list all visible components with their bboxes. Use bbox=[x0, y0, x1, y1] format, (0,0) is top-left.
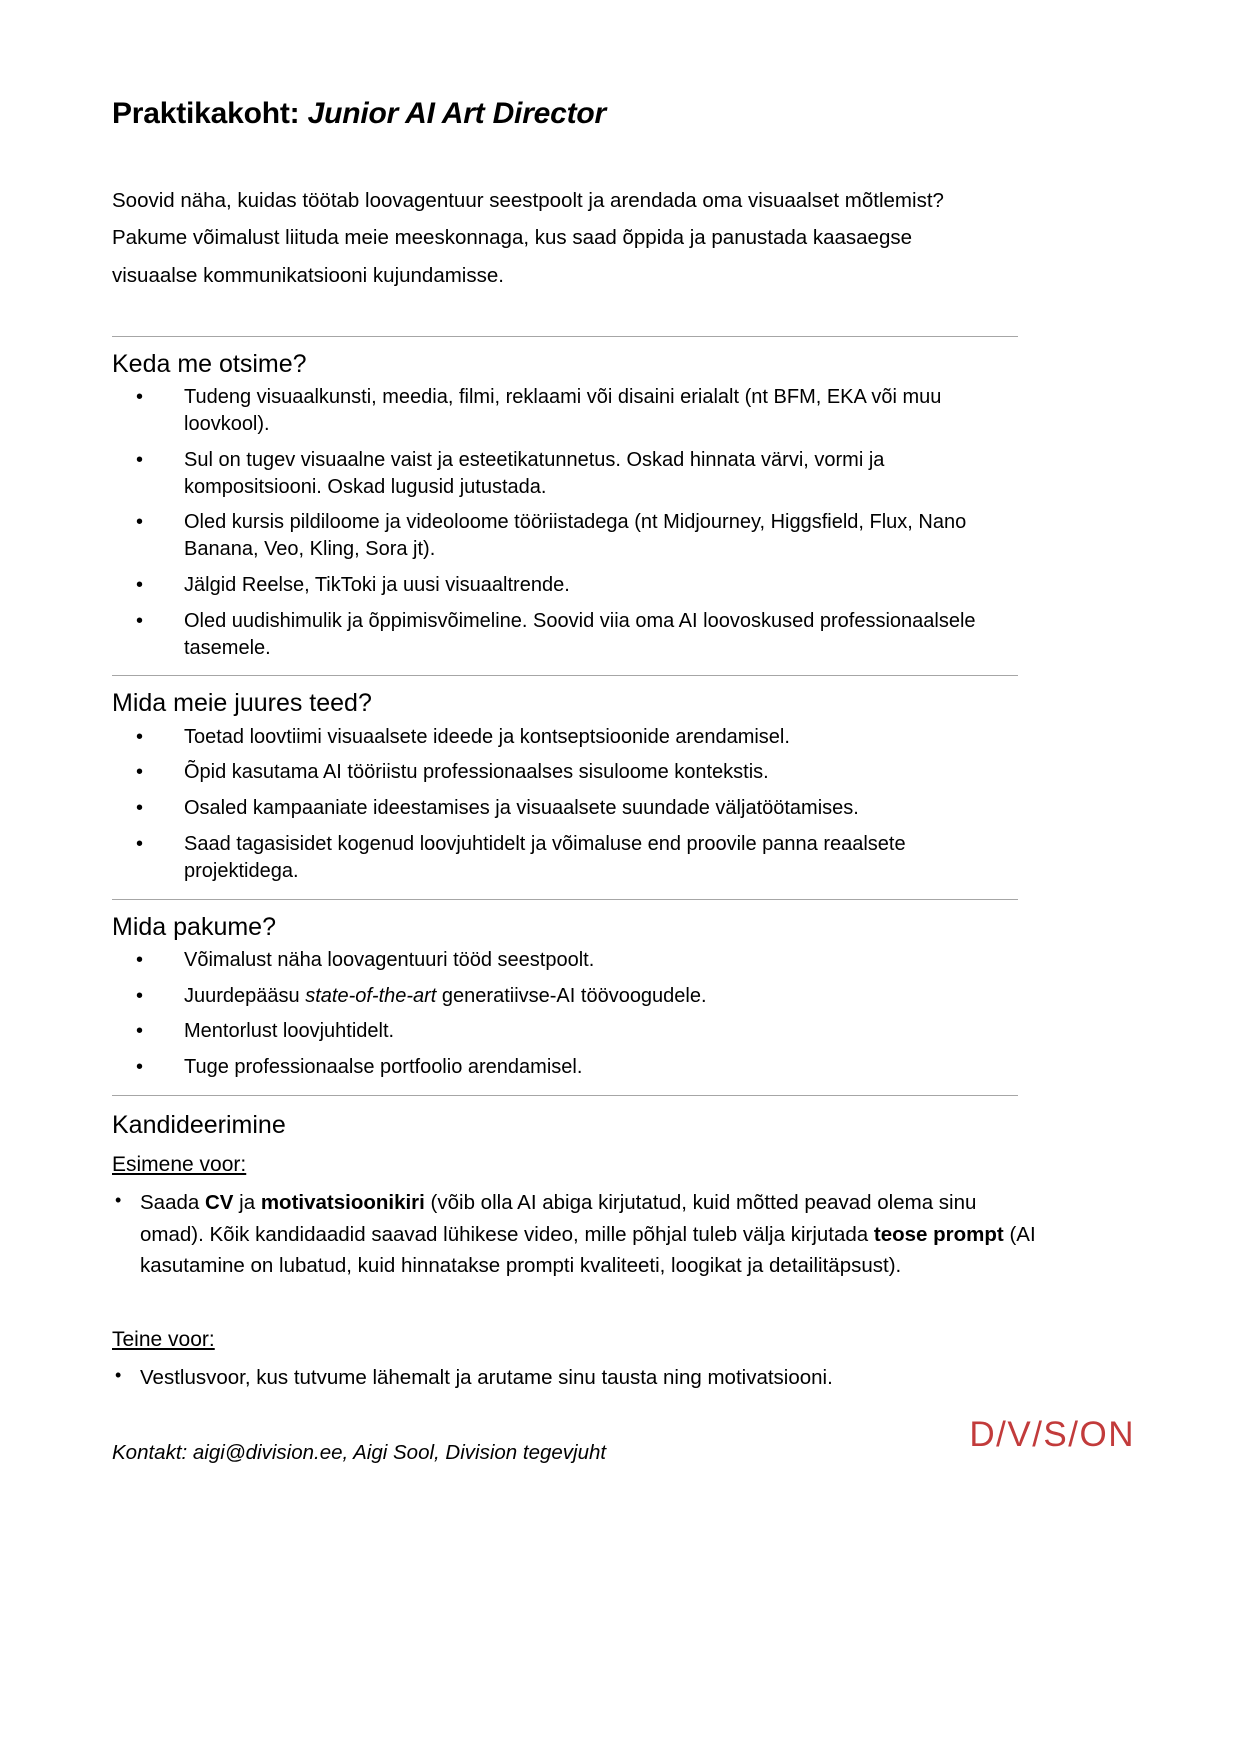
list-round-two bbox=[112, 1362, 1022, 1394]
list-item bbox=[112, 447, 1022, 501]
title-role: Junior AI Art Director bbox=[307, 97, 607, 130]
emphasis-strong: motivatsioonikiri bbox=[260, 1191, 425, 1215]
subheading-esimene-voor: Esimene voor: bbox=[112, 1153, 247, 1177]
bullet-icon: • bbox=[136, 832, 144, 855]
section-divider-4 bbox=[112, 1095, 1018, 1096]
section-heading-mida-meie-juures-teed: Mida meie juures teed? bbox=[112, 689, 372, 718]
list-item bbox=[112, 1018, 1022, 1045]
title-prefix: Praktikakoht: bbox=[112, 97, 300, 130]
emphasis-strong: CV bbox=[204, 1191, 234, 1215]
list-item bbox=[112, 724, 1022, 751]
list-item bbox=[112, 509, 1022, 563]
list-keda-me-otsime bbox=[112, 384, 1022, 661]
brand-logo-text: D/V/S/ON bbox=[969, 1415, 1135, 1454]
round-one-text: Saada CV ja motivatsioonikiri (võib olla AI abiga kirjutatud, kuid mõtted peavad olema sinu omad). Kõik kandidaadid saavad lühikese video, mille põhjal tuleb välja kirjutada teose prompt (AI kasutamine on lubatud, kuid hinnatakse prompti kvaliteeti, loogikat ja detailitäpsust). bbox=[140, 1191, 1036, 1278]
list-item bbox=[112, 608, 1022, 662]
list-item bbox=[112, 983, 1022, 1010]
list-item bbox=[112, 1187, 1040, 1282]
intro-paragraph: Soovid näha, kuidas töötab loovagentuur seestpoolt ja arendada oma visuaalset mõtlemist? Pakume võimalust liituda meie meeskonnaga, kus saad õppida ja panustada kaasaegse visuaalse kommunikatsiooni kujundamisse. bbox=[112, 189, 944, 287]
list-item-text: Tudeng visuaalkunsti, meedia, filmi, reklaami või disaini erialalt (nt BFM, EKA või muu loovkool). bbox=[184, 386, 942, 435]
bullet-icon: • bbox=[115, 1190, 122, 1211]
section-divider-2 bbox=[112, 675, 1018, 676]
list-item-text: Mentorlust loovjuhtidelt. bbox=[184, 1020, 395, 1043]
list-item bbox=[112, 759, 1022, 786]
list-item-text: Oled kursis pildiloome ja videoloome tööriistadega (nt Midjourney, Higgsfield, Flux, Nano Banana, Veo, Kling, Sora jt). bbox=[184, 511, 967, 561]
list-item bbox=[112, 1362, 1040, 1394]
bullet-icon: • bbox=[136, 725, 144, 748]
list-item-text: Saad tagasisidet kogenud loovjuhtidelt ja võimaluse end proovile panna reaalsete projektidega. bbox=[184, 832, 906, 882]
section-divider-1 bbox=[112, 336, 1018, 337]
vertical-spacer bbox=[112, 1282, 1022, 1328]
list-item bbox=[112, 831, 1022, 885]
list-item-text: Osaled kampaaniate ideestamises ja visuaalsete suundade väljatöötamises. bbox=[184, 797, 859, 820]
section-heading-keda-me-otsime: Keda me otsime? bbox=[112, 349, 307, 378]
list-item-text: Toetad loovtiimi visuaalsete ideede ja kontseptsioonide arendamisel. bbox=[184, 725, 790, 748]
section-heading-kandideerimine: Kandideerimine bbox=[112, 1110, 286, 1139]
list-item-text: Oled uudishimulik ja õppimisvõimeline. Soovid viia oma AI loovoskused professionaalsele tasemele. bbox=[184, 609, 976, 659]
round-two-text: Vestlusvoor, kus tutvume lähemalt ja arutame sinu tausta ning motivatsiooni. bbox=[140, 1365, 833, 1389]
list-mida-pakume bbox=[112, 947, 1022, 1081]
emphasis-strong: teose prompt bbox=[873, 1222, 1004, 1246]
bullet-icon: • bbox=[115, 1364, 122, 1385]
bullet-icon: • bbox=[136, 1056, 144, 1079]
bullet-icon: • bbox=[136, 984, 144, 1007]
section-heading-mida-pakume: Mida pakume? bbox=[112, 912, 276, 941]
bullet-icon: • bbox=[136, 448, 144, 471]
list-round-one bbox=[112, 1187, 1036, 1282]
list-item bbox=[112, 384, 1022, 438]
emphasis-state-of-the-art: state-of-the-art bbox=[305, 984, 437, 1007]
bullet-icon: • bbox=[136, 511, 144, 534]
list-item-text: Sul on tugev visuaalne vaist ja esteetikatunnetus. Oskad hinnata värvi, vormi ja kompositsiooni. Oskad lugusid jutustada. bbox=[184, 448, 885, 498]
bullet-icon: • bbox=[136, 761, 144, 784]
list-item bbox=[112, 795, 1022, 822]
list-mida-meie-juures-teed bbox=[112, 724, 1022, 885]
subheading-teine-voor: Teine voor: bbox=[112, 1327, 215, 1351]
list-item bbox=[112, 1054, 1022, 1081]
brand-logo bbox=[969, 1415, 1135, 1455]
list-item-text: Juurdepääsu state-of-the-art generatiivse-AI töövoogudele. bbox=[184, 984, 707, 1007]
contact-line: Kontakt: aigi@division.ee, Aigi Sool, Division tegevjuht bbox=[112, 1441, 607, 1465]
list-item-text: Jälgid Reelse, TikToki ja uusi visuaaltrende. bbox=[184, 573, 570, 596]
bullet-icon: • bbox=[136, 797, 144, 820]
bullet-icon: • bbox=[136, 1020, 144, 1043]
list-item bbox=[112, 947, 1022, 974]
section-divider-3 bbox=[112, 899, 1018, 900]
list-item bbox=[112, 572, 1022, 599]
bullet-icon: • bbox=[136, 609, 144, 632]
bullet-icon: • bbox=[136, 573, 144, 596]
bullet-icon: • bbox=[136, 386, 144, 409]
list-item-text: Õpid kasutama AI tööriistu professionaalses sisuloome kontekstis. bbox=[184, 761, 769, 784]
bullet-icon: • bbox=[136, 948, 144, 971]
list-item-text: Tuge professionaalse portfoolio arendamisel. bbox=[184, 1056, 583, 1079]
document-body bbox=[112, 96, 1036, 1465]
list-item-text: Võimalust näha loovagentuuri tööd seestpoolt. bbox=[184, 948, 595, 971]
page-title bbox=[112, 96, 1022, 132]
